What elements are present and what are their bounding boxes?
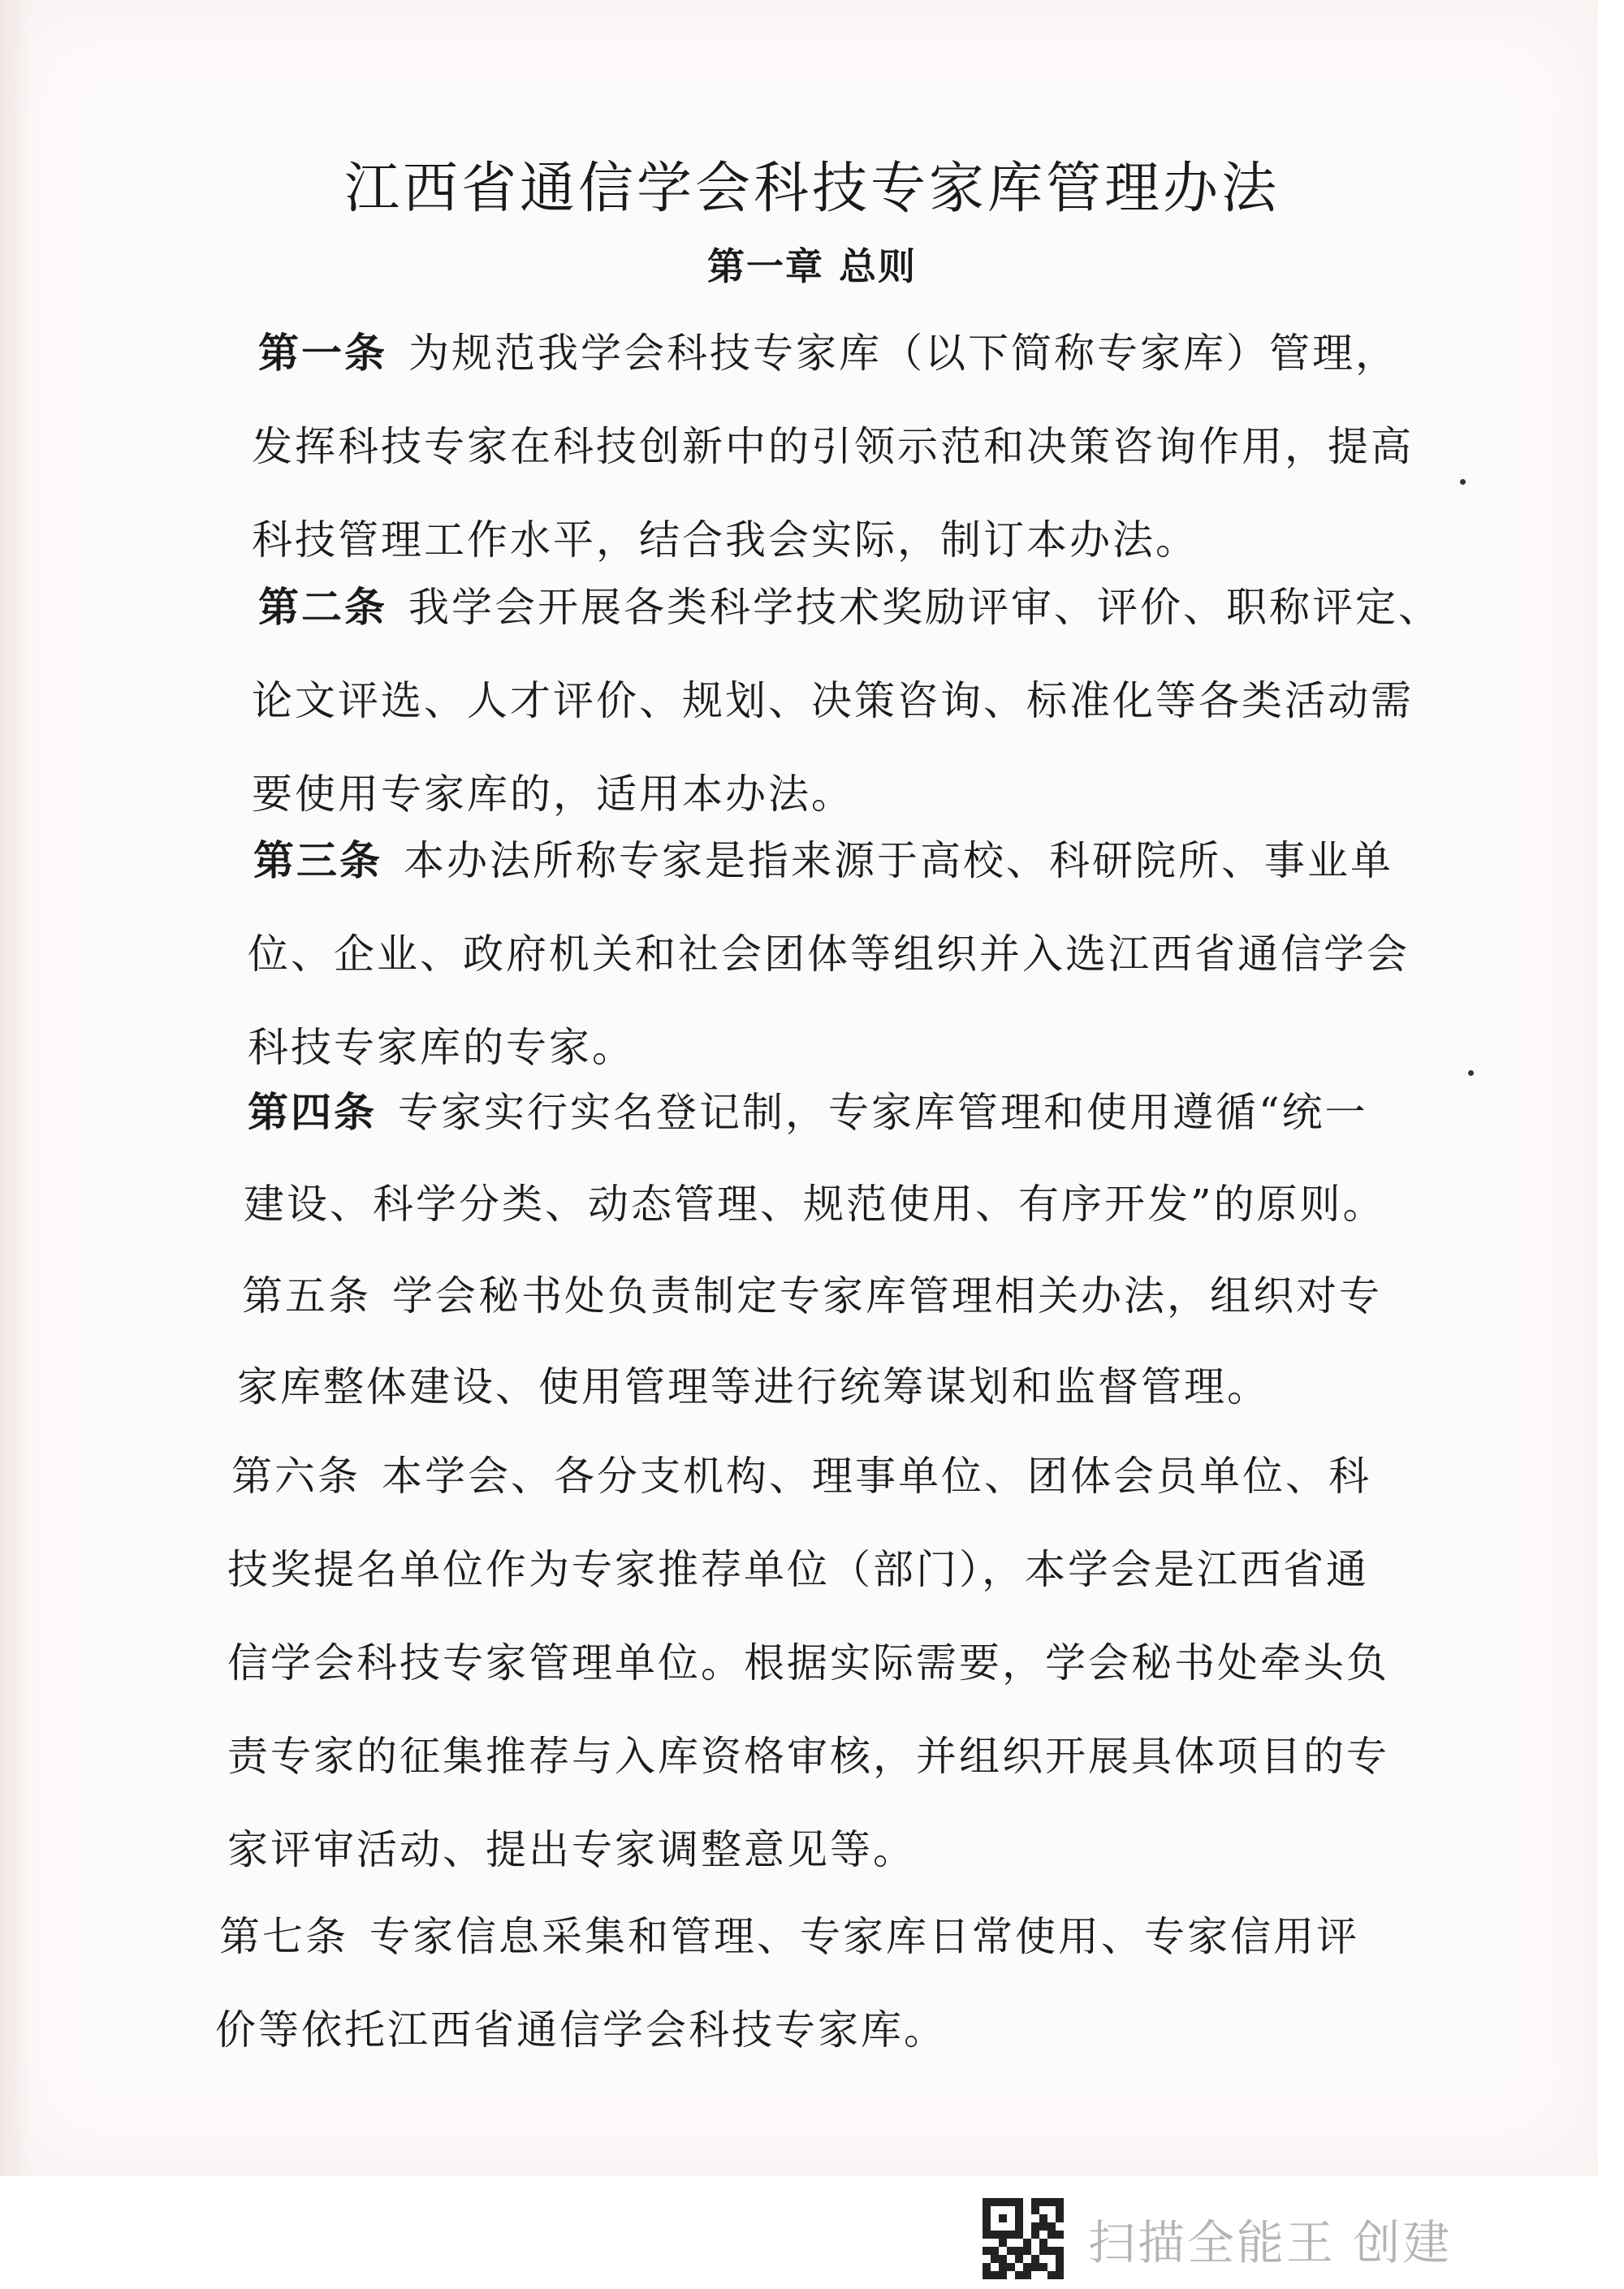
article-text: 信学会科技专家管理单位。根据实际需要，学会秘书处牵头负 [227, 1639, 1389, 1687]
article-line [244, 1172, 1386, 1230]
article-text: 为规范我学会科技专家库（以下简称专家库）管理， [408, 330, 1398, 377]
article-line [248, 922, 1410, 980]
article-text: 发挥科技专家在科技创新中的引领示范和决策咨询作用，提高 [252, 423, 1414, 470]
article-line [252, 414, 1414, 473]
article-text: 我学会开展各类科学技术奖励评审、评价、职称评定、 [408, 584, 1441, 631]
article-text: 科技管理工作水平，结合我会实际，制订本办法。 [252, 516, 1199, 564]
article-first-line [242, 1263, 1382, 1322]
article-text: 专家实行实名登记制，专家库管理和使用遵循“统一 [398, 1089, 1368, 1136]
article-number: 第七条 [219, 1913, 348, 1960]
article-line [252, 668, 1414, 727]
article-line [227, 1817, 916, 1876]
page-edge-shadow [0, 0, 31, 2176]
document-title: 江西省通信学会科技专家库管理办法 [343, 156, 1280, 221]
article-text: 学会秘书处负责制定专家库管理相关办法，组织对专 [392, 1272, 1382, 1319]
article-text: 建设、科学分类、动态管理、规范使用、有序开发”的原则。 [244, 1181, 1386, 1228]
article-text: 技奖提名单位作为专家推荐单位（部门），本学会是江西省通 [227, 1546, 1369, 1593]
article-number: 第五条 [242, 1272, 371, 1319]
article-text: 专家信息采集和管理、专家库日常使用、专家信用评 [369, 1913, 1359, 1960]
article-text: 要使用专家库的，适用本办法。 [252, 771, 854, 818]
article-text: 科技专家库的专家。 [248, 1024, 635, 1071]
article-line [252, 507, 1199, 566]
scan-speck [1460, 479, 1466, 485]
article-first-line [258, 321, 1398, 379]
article-text: 家评审活动、提出专家调整意见等。 [227, 1826, 916, 1873]
article-text: 本学会、各分支机构、理事单位、团体会员单位、科 [382, 1453, 1371, 1500]
article-text: 家库整体建设、使用管理等进行统筹谋划和监督管理。 [237, 1363, 1270, 1410]
article-text: 价等依托江西省通信学会科技专家库。 [215, 2006, 947, 2054]
article-line [227, 1537, 1369, 1596]
chapter-heading: 第一章 总则 [706, 244, 917, 288]
scanner-watermark [983, 2196, 1452, 2281]
article-number: 第三条 [253, 836, 382, 884]
article-line [227, 1630, 1389, 1689]
article-line [237, 1354, 1270, 1413]
scan-speck [1468, 1070, 1474, 1076]
article-number: 第四条 [248, 1088, 377, 1136]
article-line [252, 762, 854, 820]
article-line [227, 1724, 1389, 1782]
article-text: 本办法所称专家是指来源于高校、科研院所、事业单 [404, 837, 1393, 884]
article-first-line [258, 575, 1441, 633]
watermark-text: 扫描全能王 创建 [1088, 2215, 1453, 2270]
article-first-line [219, 1904, 1359, 1963]
article-text: 论文评选、人才评价、规划、决策咨询、标准化等各类活动需 [252, 677, 1414, 724]
article-number: 第二条 [258, 583, 387, 631]
article-first-line [253, 828, 1393, 887]
article-line [248, 1015, 635, 1073]
article-text: 责专家的征集推荐与入库资格审核，并组织开展具体项目的专 [227, 1733, 1389, 1780]
article-first-line [231, 1444, 1371, 1502]
qr-code-icon [983, 2198, 1064, 2279]
article-text: 位、企业、政府机关和社会团体等组织并入选江西省通信学会 [248, 931, 1410, 978]
article-first-line [248, 1080, 1368, 1138]
article-line [215, 1997, 947, 2056]
article-number: 第一条 [258, 329, 387, 377]
article-number: 第六条 [231, 1453, 361, 1500]
